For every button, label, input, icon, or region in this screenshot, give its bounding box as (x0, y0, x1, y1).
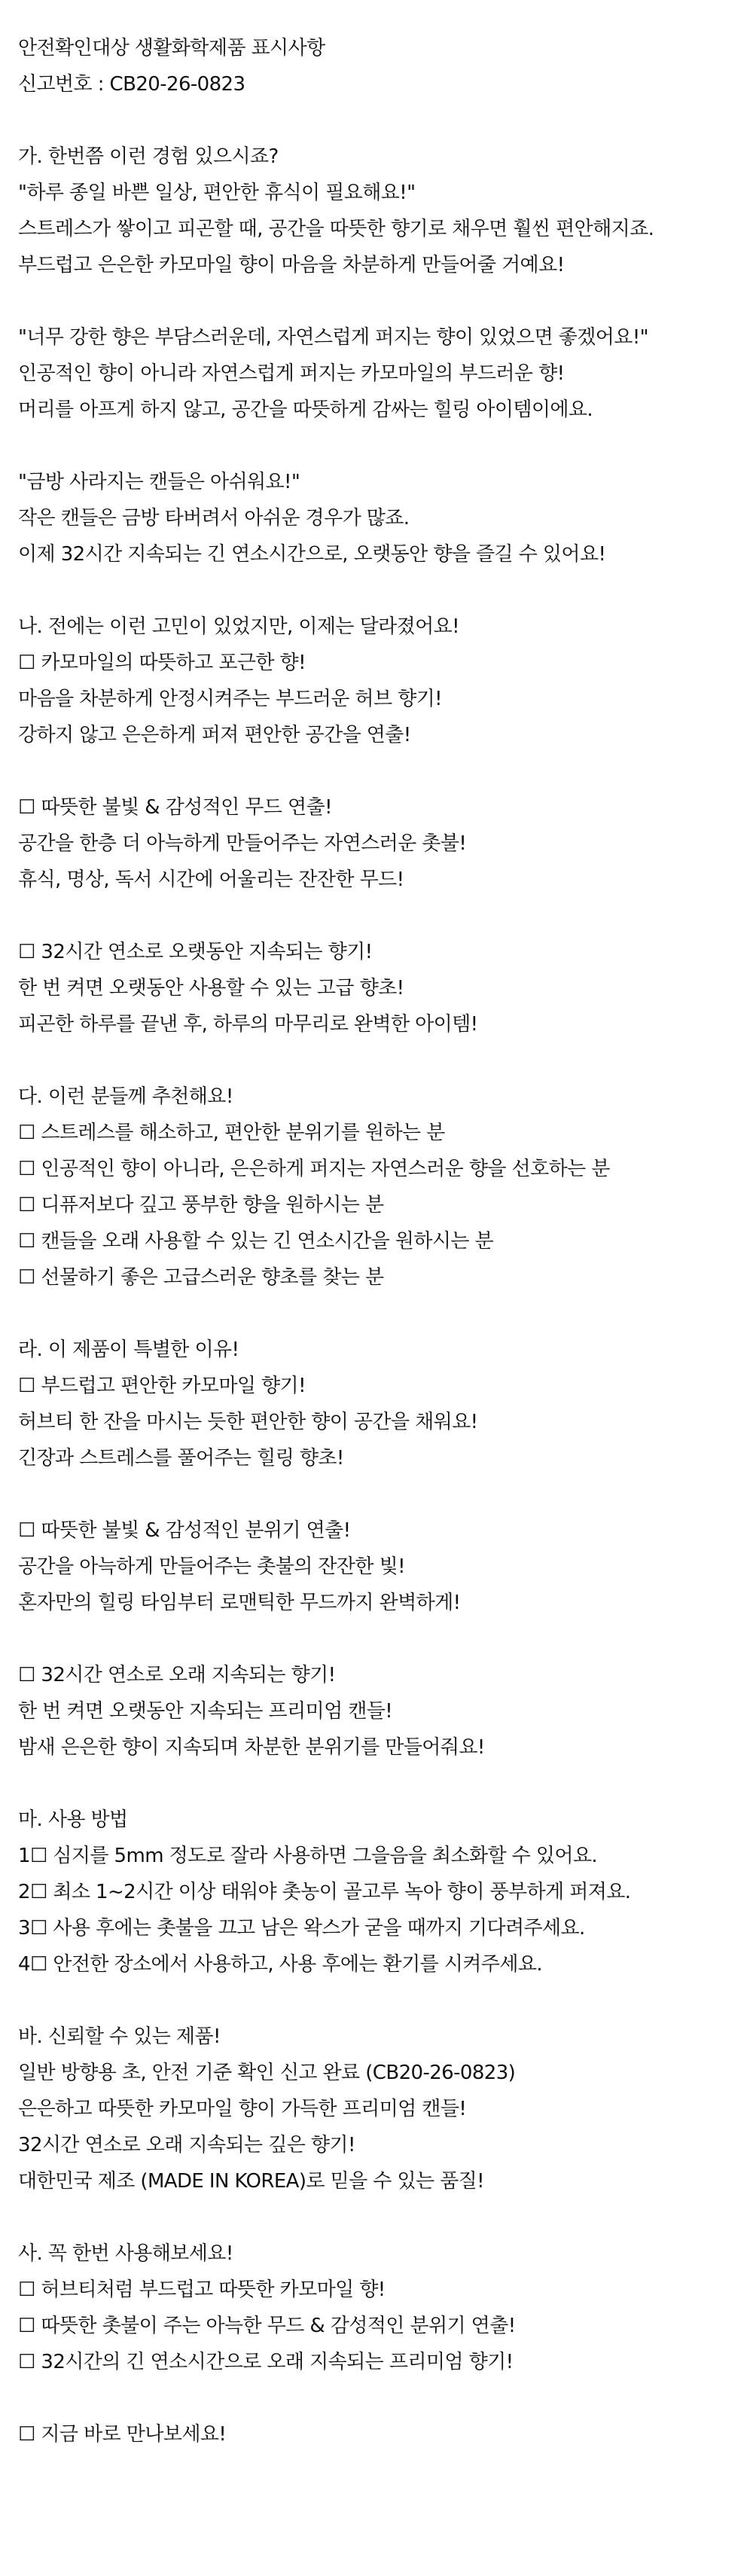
content-section (18, 139, 735, 283)
text-line: ☐ 디퓨저보다 깊고 풍부한 향을 원하시는 분 (18, 1194, 384, 1216)
section-heading-line: "너무 강한 향은 부담스러운데, 자연스럽게 퍼지는 향이 있었으면 좋겠어요!" (18, 326, 649, 349)
text-line: ☐ 카모마일의 따뜻하고 포근한 향! (18, 652, 306, 674)
section-heading-line: ☐ 지금 바로 만나보세요! (18, 2423, 227, 2446)
content-section (18, 464, 735, 572)
text-line: ☐ 선물하기 좋은 고급스러운 향초를 찾는 분 (18, 1266, 384, 1289)
section-heading-line: 사. 꼭 한번 사용해보세요! (18, 2242, 233, 2265)
document-title: 안전확인대상 생활화학제품 표시사항 (18, 37, 325, 60)
section-spacer (18, 1296, 735, 1332)
text-line: 32시간 연소로 오래 지속되는 깊은 향기! (18, 2134, 355, 2156)
content-section (18, 1802, 735, 1982)
section-heading-line: 가. 한번쯤 이런 경험 있으시죠? (18, 145, 279, 168)
text-line: 휴식, 명상, 독서 시간에 어울리는 잔잔한 무드! (18, 868, 404, 891)
text-line: ☐ 따뜻한 촛불이 주는 아늑한 무드 & 감성적인 분위기 연출! (18, 2315, 516, 2337)
section-spacer (18, 753, 735, 789)
content-section (18, 1079, 735, 1296)
content-sections (18, 102, 735, 2452)
section-spacer (18, 102, 735, 139)
section-heading-line: 다. 이런 분들께 추천해요! (18, 1085, 233, 1108)
content-section (18, 2019, 735, 2199)
section-spacer (18, 428, 735, 464)
text-line: 공간을 아늑하게 만들어주는 촛불의 잔잔한 빛! (18, 1555, 405, 1578)
text-line: 인공적인 향이 아니라 자연스럽게 퍼지는 카모마일의 부드러운 향! (18, 362, 565, 385)
section-heading-line: "금방 사라지는 캔들은 아쉬워요!" (18, 471, 300, 493)
text-line: 3☐ 사용 후에는 촛불을 끄고 남은 왁스가 굳을 때까지 기다려주세요. (18, 1917, 585, 1940)
content-section (18, 2416, 735, 2452)
content-section (18, 609, 735, 753)
section-heading-line: ☐ 따뜻한 불빛 & 감성적인 무드 연출! (18, 796, 332, 819)
section-spacer (18, 283, 735, 319)
section-spacer (18, 1476, 735, 1512)
text-line: 1☐ 심지를 5mm 정도로 잘라 사용하면 그을음을 최소화할 수 있어요. (18, 1845, 598, 1867)
text-line: 피곤한 하루를 끝낸 후, 하루의 마무리로 완벽한 아이템! (18, 1013, 478, 1036)
section-spacer (18, 1766, 735, 1802)
section-spacer (18, 1621, 735, 1657)
text-line: 강하지 않고 은은하게 퍼져 편안한 공간을 연출! (18, 724, 411, 746)
section-spacer (18, 1042, 735, 1079)
section-heading-line: 나. 전에는 이런 고민이 있었지만, 이제는 달라졌어요! (18, 615, 459, 638)
text-line: 허브티 한 잔을 마시는 듯한 편안한 향이 공간을 채워요! (18, 1411, 478, 1433)
content-section (18, 1657, 735, 1766)
text-line: ☐ 부드럽고 편안한 카모마일 향기! (18, 1375, 306, 1397)
text-line: 부드럽고 은은한 카모마일 향이 마음을 차분하게 만들어줄 거예요! (18, 254, 565, 276)
text-line: ☐ 32시간의 긴 연소시간으로 오래 지속되는 프리미엄 향기! (18, 2351, 514, 2373)
text-line: 밤새 은은한 향이 지속되며 차분한 분위기를 만들어줘요! (18, 1736, 485, 1759)
text-line: 한 번 켜면 오랫동안 사용할 수 있는 고급 향초! (18, 977, 404, 1000)
text-line: ☐ 스트레스를 해소하고, 편안한 분위기를 원하는 분 (18, 1122, 445, 1144)
section-heading-line: 바. 신뢰할 수 있는 제품! (18, 2025, 221, 2048)
text-line: ☐ 허브티처럼 부드럽고 따뜻한 카모마일 향! (18, 2278, 386, 2301)
text-line: 은은하고 따뜻한 카모마일 향이 가득한 프리미엄 캔들! (18, 2098, 467, 2120)
content-section (18, 789, 735, 898)
text-line: "하루 종일 바쁜 일상, 편안한 휴식이 필요해요!" (18, 182, 416, 204)
text-line: 2☐ 최소 1~2시간 이상 태워야 촛농이 골고루 녹아 향이 풍부하게 퍼져요. (18, 1881, 631, 1903)
content-section (18, 2236, 735, 2380)
text-line: 스트레스가 쌓이고 피곤할 때, 공간을 따뜻한 향기로 채우면 훨씬 편안해지죠. (18, 218, 654, 240)
content-section (18, 319, 735, 428)
text-line: 마음을 차분하게 안정시켜주는 부드러운 허브 향기! (18, 688, 442, 710)
text-line: 혼자만의 힐링 타임부터 로맨틱한 무드까지 완벽하게! (18, 1592, 461, 1614)
section-heading-line: ☐ 32시간 연소로 오래 지속되는 향기! (18, 1664, 336, 1686)
text-line: 머리를 아프게 하지 않고, 공간을 따뜻하게 감싸는 힐링 아이템이에요. (18, 398, 593, 421)
section-heading-line: 마. 사용 방법 (18, 1808, 128, 1831)
text-line: ☐ 인공적인 향이 아니라, 은은하게 퍼지는 자연스러운 향을 선호하는 분 (18, 1158, 610, 1180)
text-line: ☐ 캔들을 오래 사용할 수 있는 긴 연소시간을 원하시는 분 (18, 1230, 494, 1253)
content-section (18, 1512, 735, 1621)
text-line: 작은 캔들은 금방 타버려서 아쉬운 경우가 많죠. (18, 507, 410, 530)
content-section (18, 934, 735, 1042)
text-line: 긴장과 스트레스를 풀어주는 힐링 향초! (18, 1447, 344, 1470)
section-spacer (18, 572, 735, 609)
text-line: 공간을 한층 더 아늑하게 만들어주는 자연스러운 촛불! (18, 832, 467, 855)
text-line: 4☐ 안전한 장소에서 사용하고, 사용 후에는 환기를 시켜주세요. (18, 1953, 543, 1976)
text-line: 한 번 켜면 오랫동안 지속되는 프리미엄 캔들! (18, 1700, 393, 1723)
section-heading-line: ☐ 따뜻한 불빛 & 감성적인 분위기 연출! (18, 1519, 351, 1542)
content-section (18, 1332, 735, 1476)
section-heading-line: ☐ 32시간 연소로 오랫동안 지속되는 향기! (18, 941, 373, 963)
text-line: 대한민국 제조 (MADE IN KOREA)로 믿을 수 있는 품질! (18, 2170, 485, 2193)
text-line: 일반 방향용 초, 안전 기준 확인 신고 완료 (CB20-26-0823) (18, 2062, 516, 2084)
text-line: 이제 32시간 지속되는 긴 연소시간으로, 오랫동안 향을 즐길 수 있어요! (18, 543, 606, 566)
section-spacer (18, 1982, 735, 2019)
section-heading-line: 라. 이 제품이 특별한 이유! (18, 1338, 239, 1361)
section-spacer (18, 898, 735, 934)
section-spacer (18, 2380, 735, 2416)
section-spacer (18, 2199, 735, 2236)
registration-number: 신고번호 : CB20-26-0823 (18, 73, 245, 96)
